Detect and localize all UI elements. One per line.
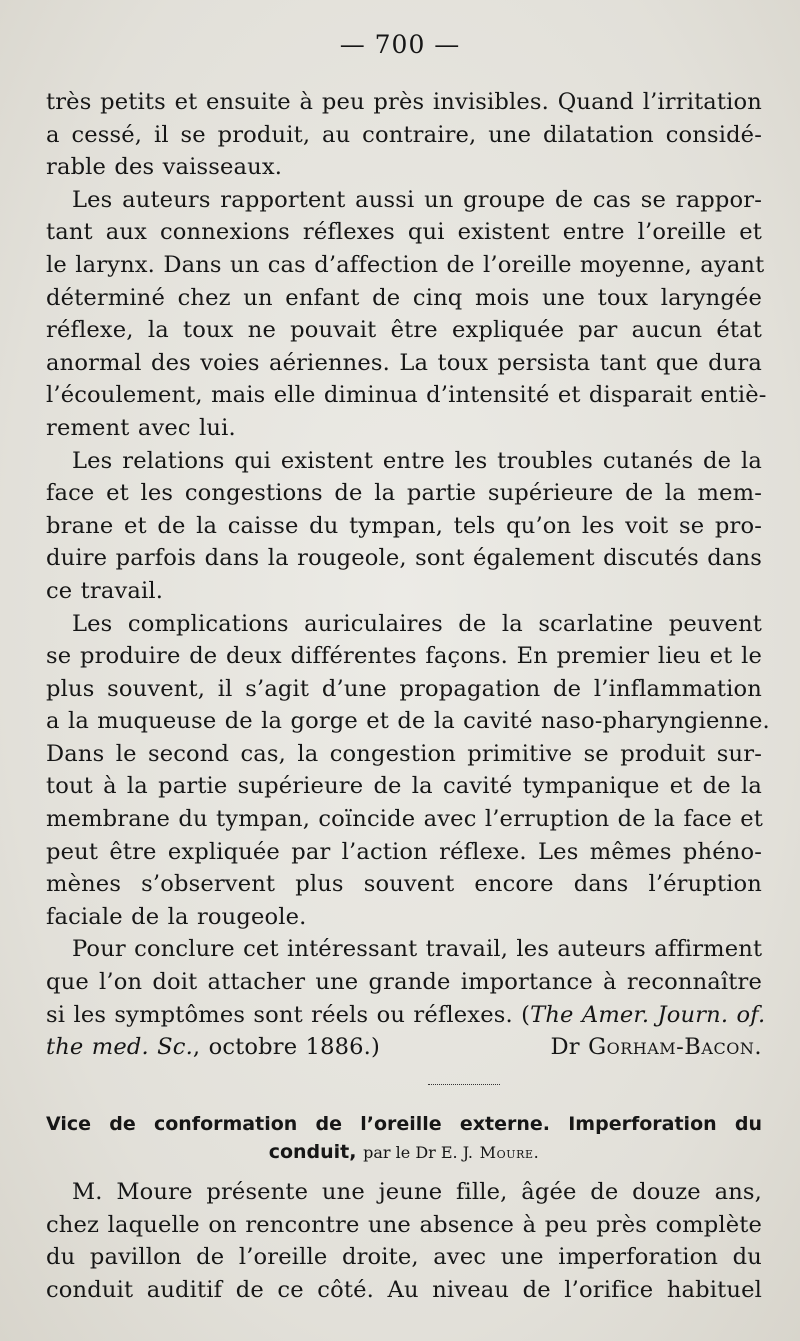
text-line: rement avec lui. [46, 414, 236, 441]
article-title-line2 [46, 1138, 762, 1167]
text-line: Les complications auriculaires de la scarlatine peuvent [72, 610, 762, 637]
paragraph [46, 184, 767, 445]
text-line: faciale de la rougeole. [46, 903, 307, 930]
text-line: a la muqueuse de la gorge et de la cavité naso-pharyngienne. [46, 708, 770, 735]
text-line: brane et de la caisse du tympan, tels qu’on les voit se pro- [46, 512, 762, 539]
signature-title: Dr [550, 1034, 589, 1061]
separator-rule [428, 1084, 500, 1085]
text-line [46, 1031, 762, 1064]
text-line: Les auteurs rapportent aussi un groupe de cas se rappor- [72, 186, 762, 213]
text-line: peut être expliquée par l’action réflexe. Les mêmes phéno- [46, 838, 762, 865]
text-line: a cessé, il se produit, au contraire, une dilatation considé- [46, 121, 762, 148]
citation-end [46, 1031, 380, 1064]
text-line: face et les congestions de la partie supérieure de la mem- [46, 480, 762, 507]
journal-citation: The Amer. Journ. of. [530, 1001, 766, 1028]
text-line: l’écoulement, mais elle diminua d’intensité et disparait entiè- [46, 382, 767, 409]
article-title: Vice de conformation de l’oreille externe. Imperforation du [46, 1113, 762, 1135]
article-heading [46, 1110, 762, 1167]
text-line [46, 999, 766, 1032]
text-line: réflexe, la toux ne pouvait être expliquée par aucun état [46, 317, 762, 344]
paragraph [46, 445, 762, 608]
citation-date: , octobre 1886.) [192, 1034, 380, 1061]
text-line: le larynx. Dans un cas d’affection de l’oreille moyenne, ayant [46, 251, 765, 278]
paragraph [46, 86, 762, 184]
text-line: très petits et ensuite à peu près invisibles. Quand l’irritation [46, 89, 762, 115]
article-title-end: conduit, [268, 1141, 357, 1163]
article-body [46, 1176, 762, 1306]
page-number: — 700 — [339, 30, 461, 59]
text-line: membrane du tympan, coïncide avec l’erruption de la face et [46, 806, 764, 833]
text-line: Les relations qui existent entre les troubles cutanés de la [72, 447, 762, 474]
text-line: ce travail. [46, 577, 164, 604]
text-line: chez laquelle on rencontre une absence à peu près complète [46, 1211, 762, 1238]
text-line: M. Moure présente une jeune fille, âgée de douze ans, [72, 1179, 762, 1205]
paragraph [46, 608, 770, 934]
journal-citation: the med. Sc. [46, 1034, 193, 1061]
text-line: tout à la partie supérieure de la cavité tympanique et de la [46, 773, 762, 800]
text-line: plus souvent, il s’agit d’une propagation de l’inflammation [46, 675, 762, 702]
text-line: rable des vaisseaux. [46, 154, 283, 181]
text-line: Pour conclure cet intéressant travail, les auteurs affirment [72, 936, 763, 963]
paragraph [46, 933, 766, 1063]
paragraph [46, 1176, 762, 1306]
text-line: anormal des voies aériennes. La toux persista tant que dura [46, 349, 762, 376]
text-column [46, 86, 770, 1064]
text-line: que l’on doit attacher une grande importance à reconnaître [46, 969, 762, 996]
text-run: si les symptômes sont réels ou réflexes. ( [46, 1001, 531, 1028]
text-line: du pavillon de l’oreille droite, avec une imperforation du [46, 1244, 762, 1271]
text-line: duire parfois dans la rougeole, sont également discutés dans [46, 545, 762, 572]
text-line: se produire de deux différentes façons. En premier lieu et le [46, 643, 762, 670]
text-line: Dans le second cas, la congestion primitive se produit sur- [46, 740, 762, 767]
article-byline: par le Dr E. J. [363, 1143, 473, 1162]
text-line: déterminé chez un enfant de cinq mois une toux laryngée [46, 284, 762, 311]
signature-name: Gorham-Bacon. [588, 1034, 762, 1061]
signature [551, 1031, 763, 1064]
article-author: Moure. [479, 1143, 540, 1162]
text-line: mènes s’observent plus souvent encore dans l’éruption [46, 871, 762, 898]
text-line: tant aux connexions réflexes qui existent entre l’oreille et [46, 219, 762, 246]
text-line: conduit auditif de ce côté. Au niveau de l’orifice habituel [46, 1276, 762, 1303]
